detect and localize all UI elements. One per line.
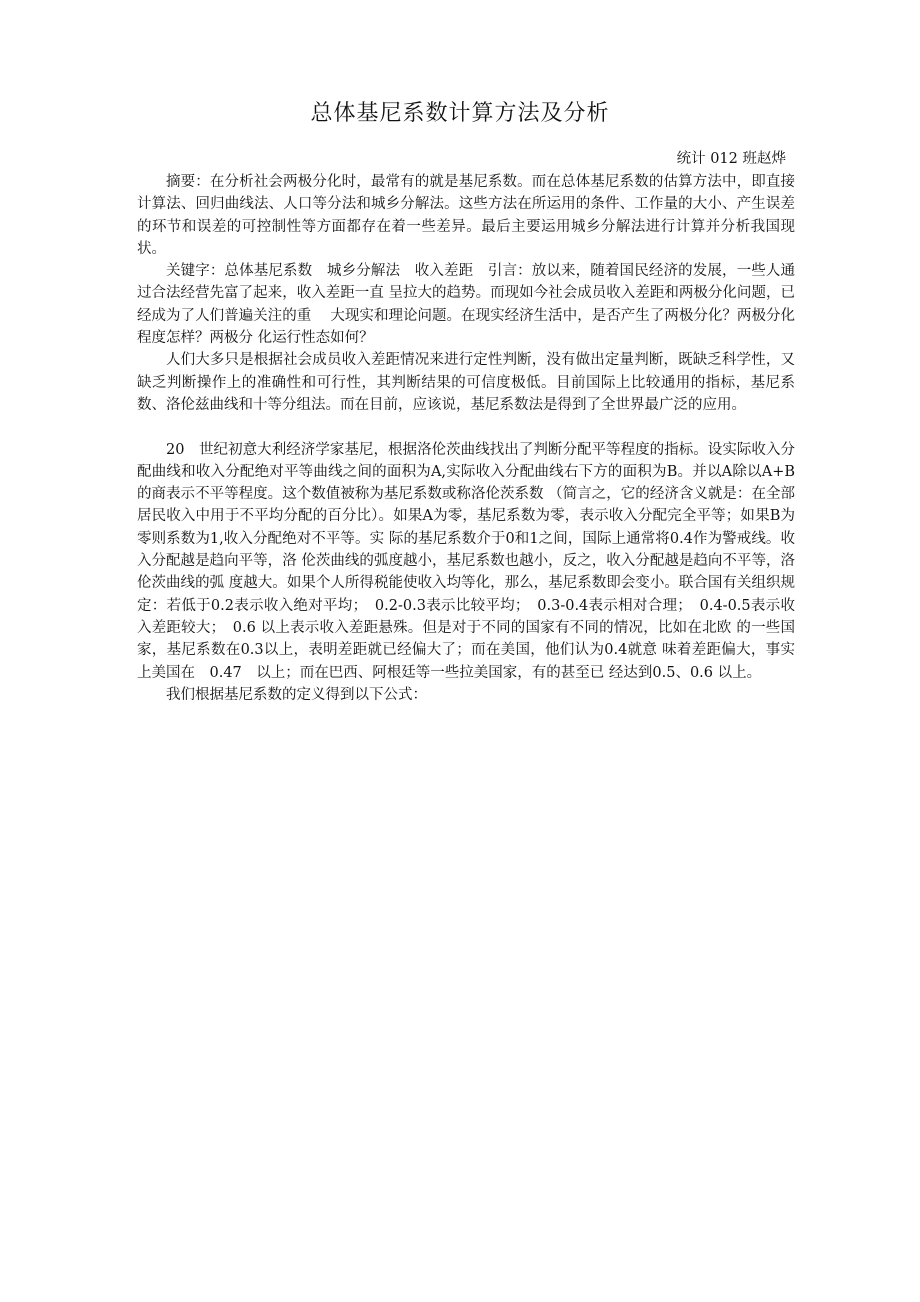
document-body	[137, 171, 795, 706]
keywords-introduction-paragraph: 关键字：总体基尼系数 城乡分解法 收入差距 引言：放以来，随着国民经济的发展，一些人通过合法经营先富了起来，收入差距一直 呈拉大的趋势。而现如今社会成员收入差距和两极分化问题，已经成为了人们普遍关注的重 大现实和理论问题。在现实经济生活中，是否产生了两极分化？两极分化程度怎样？两极分 化运行性态如何？	[137, 263, 795, 347]
formula-intro-paragraph: 我们根据基尼系数的定义得到以下公式：	[166, 686, 427, 703]
body-paragraph: 人们大多只是根据社会成员收入差距情况来进行定性判断，没有做出定量判断，既缺乏科学性，又缺乏判断操作上的准确性和可行性，其判断结果的可信度极低。目前国际上比较通用的指标，基尼系数、洛伦兹曲线和十等分组法。而在目前，应该说，基尼系数法是得到了全世界最广泛的应用。	[137, 352, 795, 413]
document-title: 总体基尼系数计算方法及分析	[310, 101, 610, 126]
gini-definition-paragraph: 20 世纪初意大利经济学家基尼，根据洛伦茨曲线找出了判断分配平等程度的指标。设实际收入分配曲线和收入分配绝对平等曲线之间的面积为A,实际收入分配曲线右下方的面积为B。并以A除以A+B的商表示不平等程度。这个数值被称为基尼系数或称洛伦茨系数 （简言之，它的经济含义就是：在全部居民收入中用于不平均分配的百分比）。如果A为零，基尼系数为零，表示收入分配完全平等；如果B为零则系数为1,收入分配绝对不平等。实 际的基尼系数介于0和1之间，国际上通常将0.4作为警戒线。收入分配越是趋向平等，洛 伦茨曲线的弧度越小，基尼系数也越小，反之，收入分配越是趋向不平等，洛伦茨曲线的弧 度越大。如果个人所得税能使收入均等化，那么，基尼系数即会变小。联合国有关组织规定：若低于0.2表示收入绝对平均； 0.2-0.3表示比较平均； 0.3-0.4表示相对合理； 0.4-0.5表示收 入差距较大； 0.6 以上表示收入差距悬殊。但是对于不同的国家有不同的情况，比如在北欧 的一些国家，基尼系数在0.3以上，表明差距就已经偏大了；而在美国，他们认为0.4就意 味着差距偏大，事实上美国在 0.47 以上；而在巴西、阿根廷等一些拉美国家，有的甚至已 经达到0.5、0.6 以上。	[137, 441, 795, 681]
paragraph-gap	[137, 416, 795, 438]
document-author: 统计 012 班赵烨	[676, 151, 786, 167]
abstract-paragraph: 摘要：在分析社会两极分化时，最常有的就是基尼系数。而在总体基尼系数的估算方法中，即直接计算法、回归曲线法、人口等分法和城乡分解法。这些方法在所运用的条件、工作量的大小、产生误差的环节和误差的可控制性等方面都存在着一些差异。最后主要运用城乡分解法进行计算并分析我国现状。	[137, 174, 795, 257]
